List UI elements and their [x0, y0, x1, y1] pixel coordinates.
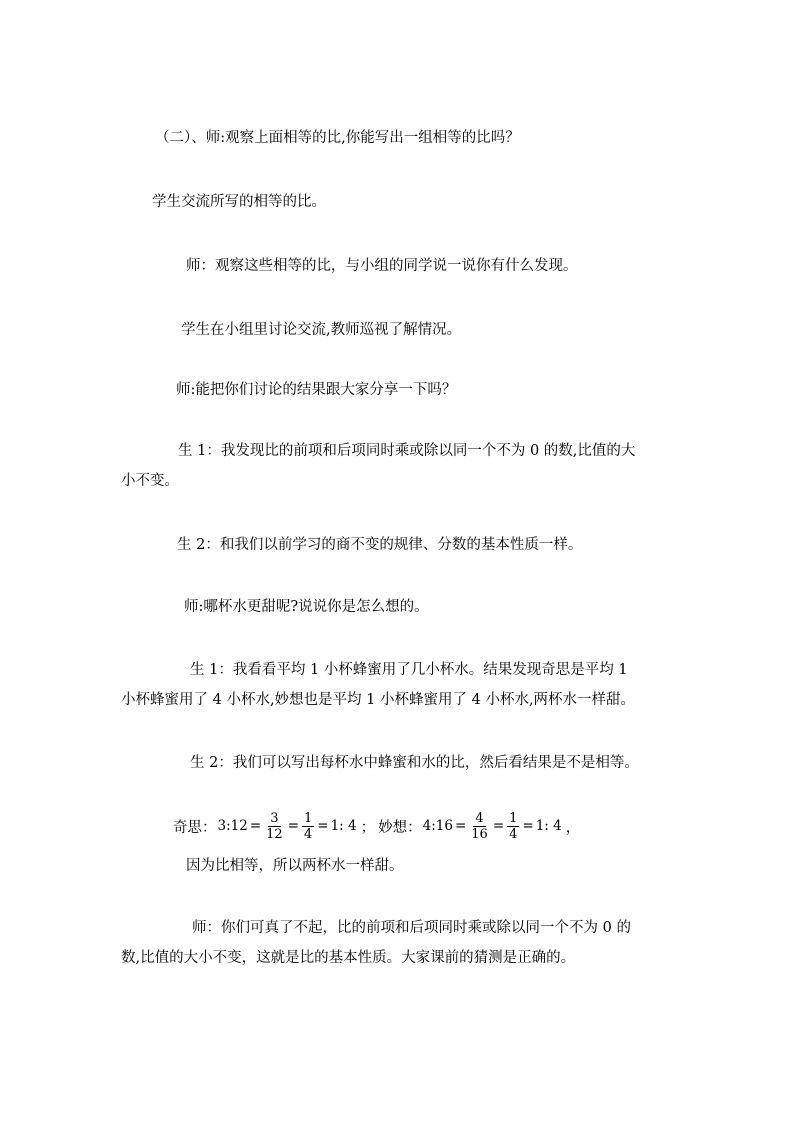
fraction-denominator: 16 — [471, 826, 488, 842]
paragraph-teacher-observe: 师：观察这些相等的比，与小组的同学说一说你有什么发现。 — [186, 258, 578, 274]
equals-sign: = — [249, 818, 262, 834]
miaoxiang-result: 1: 4 — [535, 818, 562, 834]
paragraph-teacher-share: 师:能把你们讨论的结果跟大家分享一下吗？ — [176, 382, 457, 398]
qisi-fraction-2 — [302, 811, 314, 842]
paragraph-teacher-conclusion-line2: 数,比值的大小不变，这就是比的基本性质。大家课前的猜测是正确的。 — [121, 950, 576, 966]
paragraph-because-equal: 因为比相等，所以两杯水一样甜。 — [186, 858, 404, 874]
fraction-numerator: 3 — [270, 810, 279, 826]
fraction-numerator: 4 — [475, 810, 484, 826]
paragraph-student1-honey-line2: 小杯蜂蜜用了 4 小杯水,妙想也是平均 1 小杯蜂蜜用了 4 小杯水,两杯水一样甜。 — [121, 692, 636, 708]
separator: ； — [360, 819, 376, 836]
fraction-denominator: 4 — [304, 826, 313, 842]
end-punctuation: ， — [565, 819, 581, 836]
qisi-label: 奇思： — [173, 819, 217, 836]
qisi-result: 1: 4 — [330, 818, 357, 834]
paragraph-student1-honey-line1: 生 1：我看看平均 1 小杯蜂蜜用了几小杯水。结果发现奇思是平均 1 — [190, 662, 628, 678]
paragraph-students-exchange: 学生交流所写的相等的比。 — [152, 194, 326, 210]
paragraph-teacher-question-1: （二）、师:观察上面相等的比,你能写出一组相等的比吗？ — [155, 130, 520, 146]
paragraph-student1-line2: 小不变。 — [121, 473, 179, 489]
paragraph-student2-rule: 生 2：和我们以前学习的商不变的规律、分数的基本性质一样。 — [177, 537, 583, 553]
equals-sign: = — [287, 818, 299, 834]
paragraph-student2-ratio: 生 2：我们可以写出每杯水中蜂蜜和水的比，然后看结果是不是相等。 — [190, 755, 639, 771]
fraction-denominator: 12 — [266, 826, 283, 842]
fraction-denominator: 4 — [509, 826, 518, 842]
miaoxiang-label: 妙想： — [378, 819, 422, 836]
equals-sign: = — [492, 818, 505, 834]
paragraph-teacher-sweeter: 师:哪杯水更甜呢?说说你是怎么想的。 — [184, 599, 429, 615]
qisi-ratio: 3:12 — [217, 818, 248, 834]
fraction-numerator: 1 — [509, 810, 518, 826]
ratio-equation-line — [173, 806, 583, 846]
fraction-numerator: 1 — [304, 810, 313, 826]
miaoxiang-ratio: 4:16 — [422, 818, 453, 834]
qisi-fraction-1 — [264, 811, 285, 842]
equals-sign: = — [317, 818, 329, 834]
equals-sign: = — [522, 818, 534, 834]
equals-sign: = — [454, 818, 467, 834]
miaoxiang-fraction-1 — [469, 811, 490, 842]
paragraph-student1-line1: 生 1：我发现比的前项和后项同时乘或除以同一个不为 0 的数,比值的大 — [178, 443, 636, 459]
miaoxiang-fraction-2 — [507, 811, 519, 842]
paragraph-group-discussion: 学生在小组里讨论交流,教师巡视了解情况。 — [181, 322, 462, 338]
paragraph-teacher-conclusion-line1: 师：你们可真了不起，比的前项和后项同时乘或除以同一个不为 0 的 — [192, 920, 631, 936]
